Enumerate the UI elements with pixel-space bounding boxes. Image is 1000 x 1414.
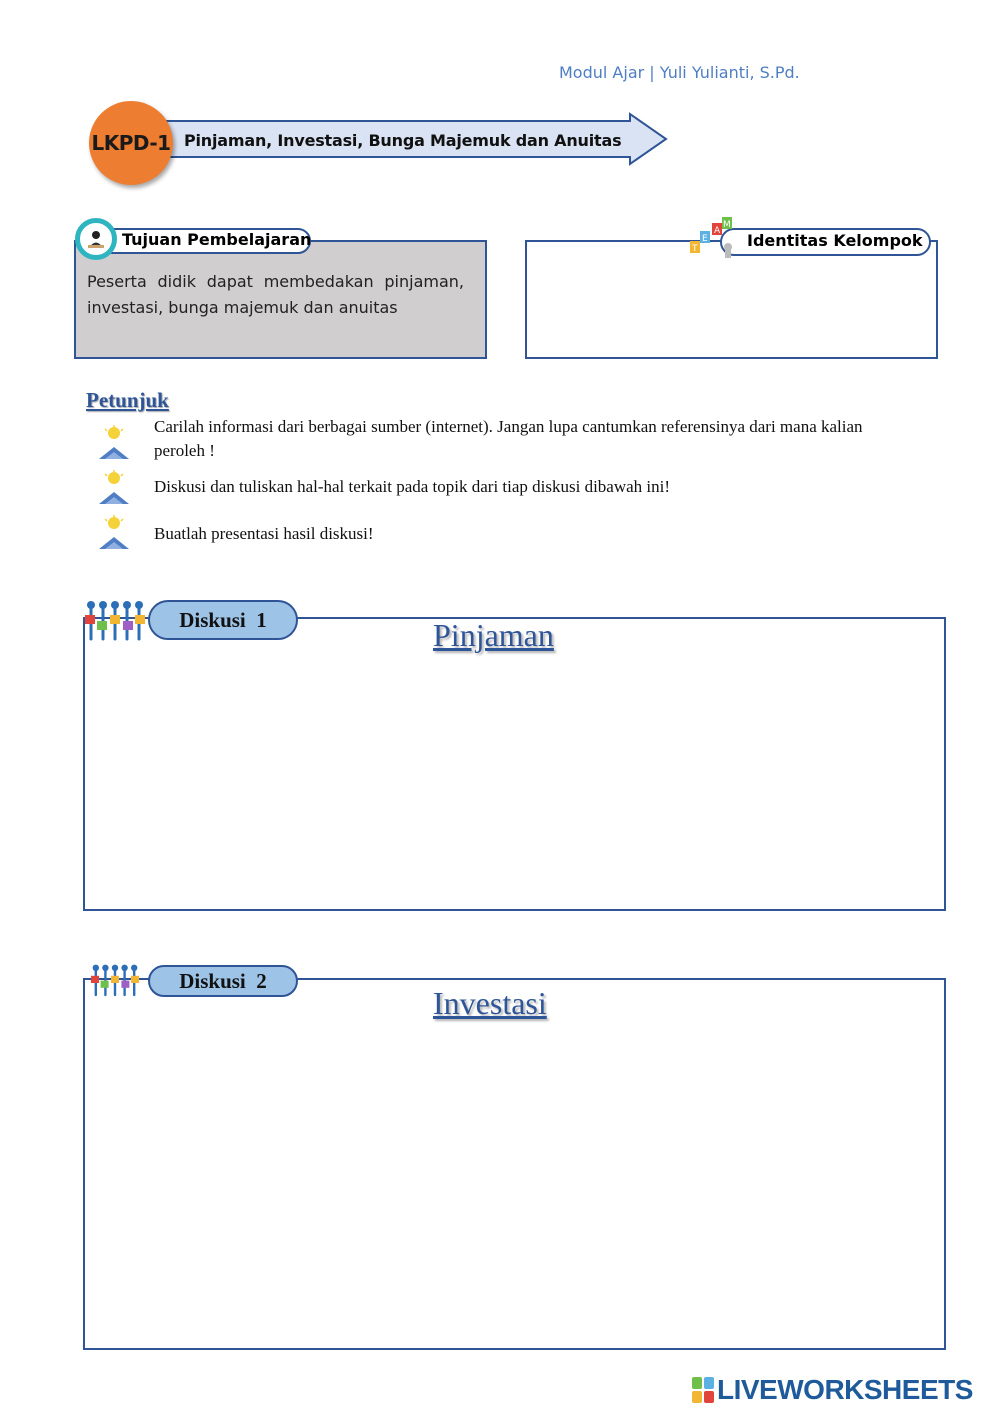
discussion-2-topic: Investasi	[433, 985, 547, 1021]
instruction-item: Carilah informasi dari berbagai sumber (internet). Jangan lupa cantumkan referensinya dari mana kalian peroleh !	[154, 417, 863, 460]
teamwork-icon	[83, 599, 147, 649]
discussion-1-pill	[148, 600, 298, 640]
learning-objective-label: Tujuan Pembelajaran	[122, 230, 312, 249]
liveworksheets-badge-icon	[692, 1377, 714, 1403]
instruction-item: Buatlah presentasi hasil diskusi!	[154, 524, 374, 543]
discussion-1-label: Diskusi 1	[179, 607, 267, 632]
instruction-item: Diskusi dan tuliskan hal-hal terkait pada topik dari tiap diskusi dibawah ini!	[154, 477, 671, 496]
worksheet-title: Pinjaman, Investasi, Bunga Majemuk dan Anuitas	[184, 131, 622, 150]
lightbulb-reader-icon	[95, 470, 133, 506]
discussion-2-pill	[148, 965, 298, 997]
group-identity-label: Identitas Kelompok	[747, 231, 923, 250]
teacher-icon	[75, 218, 117, 260]
team-icon-letter: A	[714, 226, 721, 236]
liveworksheets-logo-text: LIVEWORKSHEETS	[717, 1374, 973, 1405]
instructions-title: Petunjuk	[86, 388, 169, 412]
discussion-1-topic: Pinjaman	[433, 617, 554, 653]
discussion-2-answer-box[interactable]	[83, 978, 946, 1350]
lkpd-badge-label: LKPD-1	[91, 131, 171, 155]
lightbulb-reader-icon	[95, 515, 133, 551]
lightbulb-reader-icon	[95, 425, 133, 461]
learning-objective-text: Peserta didik dapat membedakan pinjaman, investasi, bunga majemuk dan anuitas	[87, 272, 464, 317]
discussion-2-label: Diskusi 2	[179, 968, 267, 993]
module-author-header: Modul Ajar | Yuli Yulianti, S.Pd.	[559, 63, 800, 82]
team-icon-letter: T	[692, 244, 698, 254]
lkpd-badge	[89, 101, 173, 185]
discussion-1-answer-box[interactable]	[83, 617, 946, 911]
team-icon	[688, 217, 736, 259]
team-icon-letter: E	[702, 234, 708, 244]
teamwork-icon	[83, 963, 147, 1003]
liveworksheets-logo[interactable]	[692, 1374, 973, 1406]
team-icon-letter: M	[723, 220, 731, 230]
